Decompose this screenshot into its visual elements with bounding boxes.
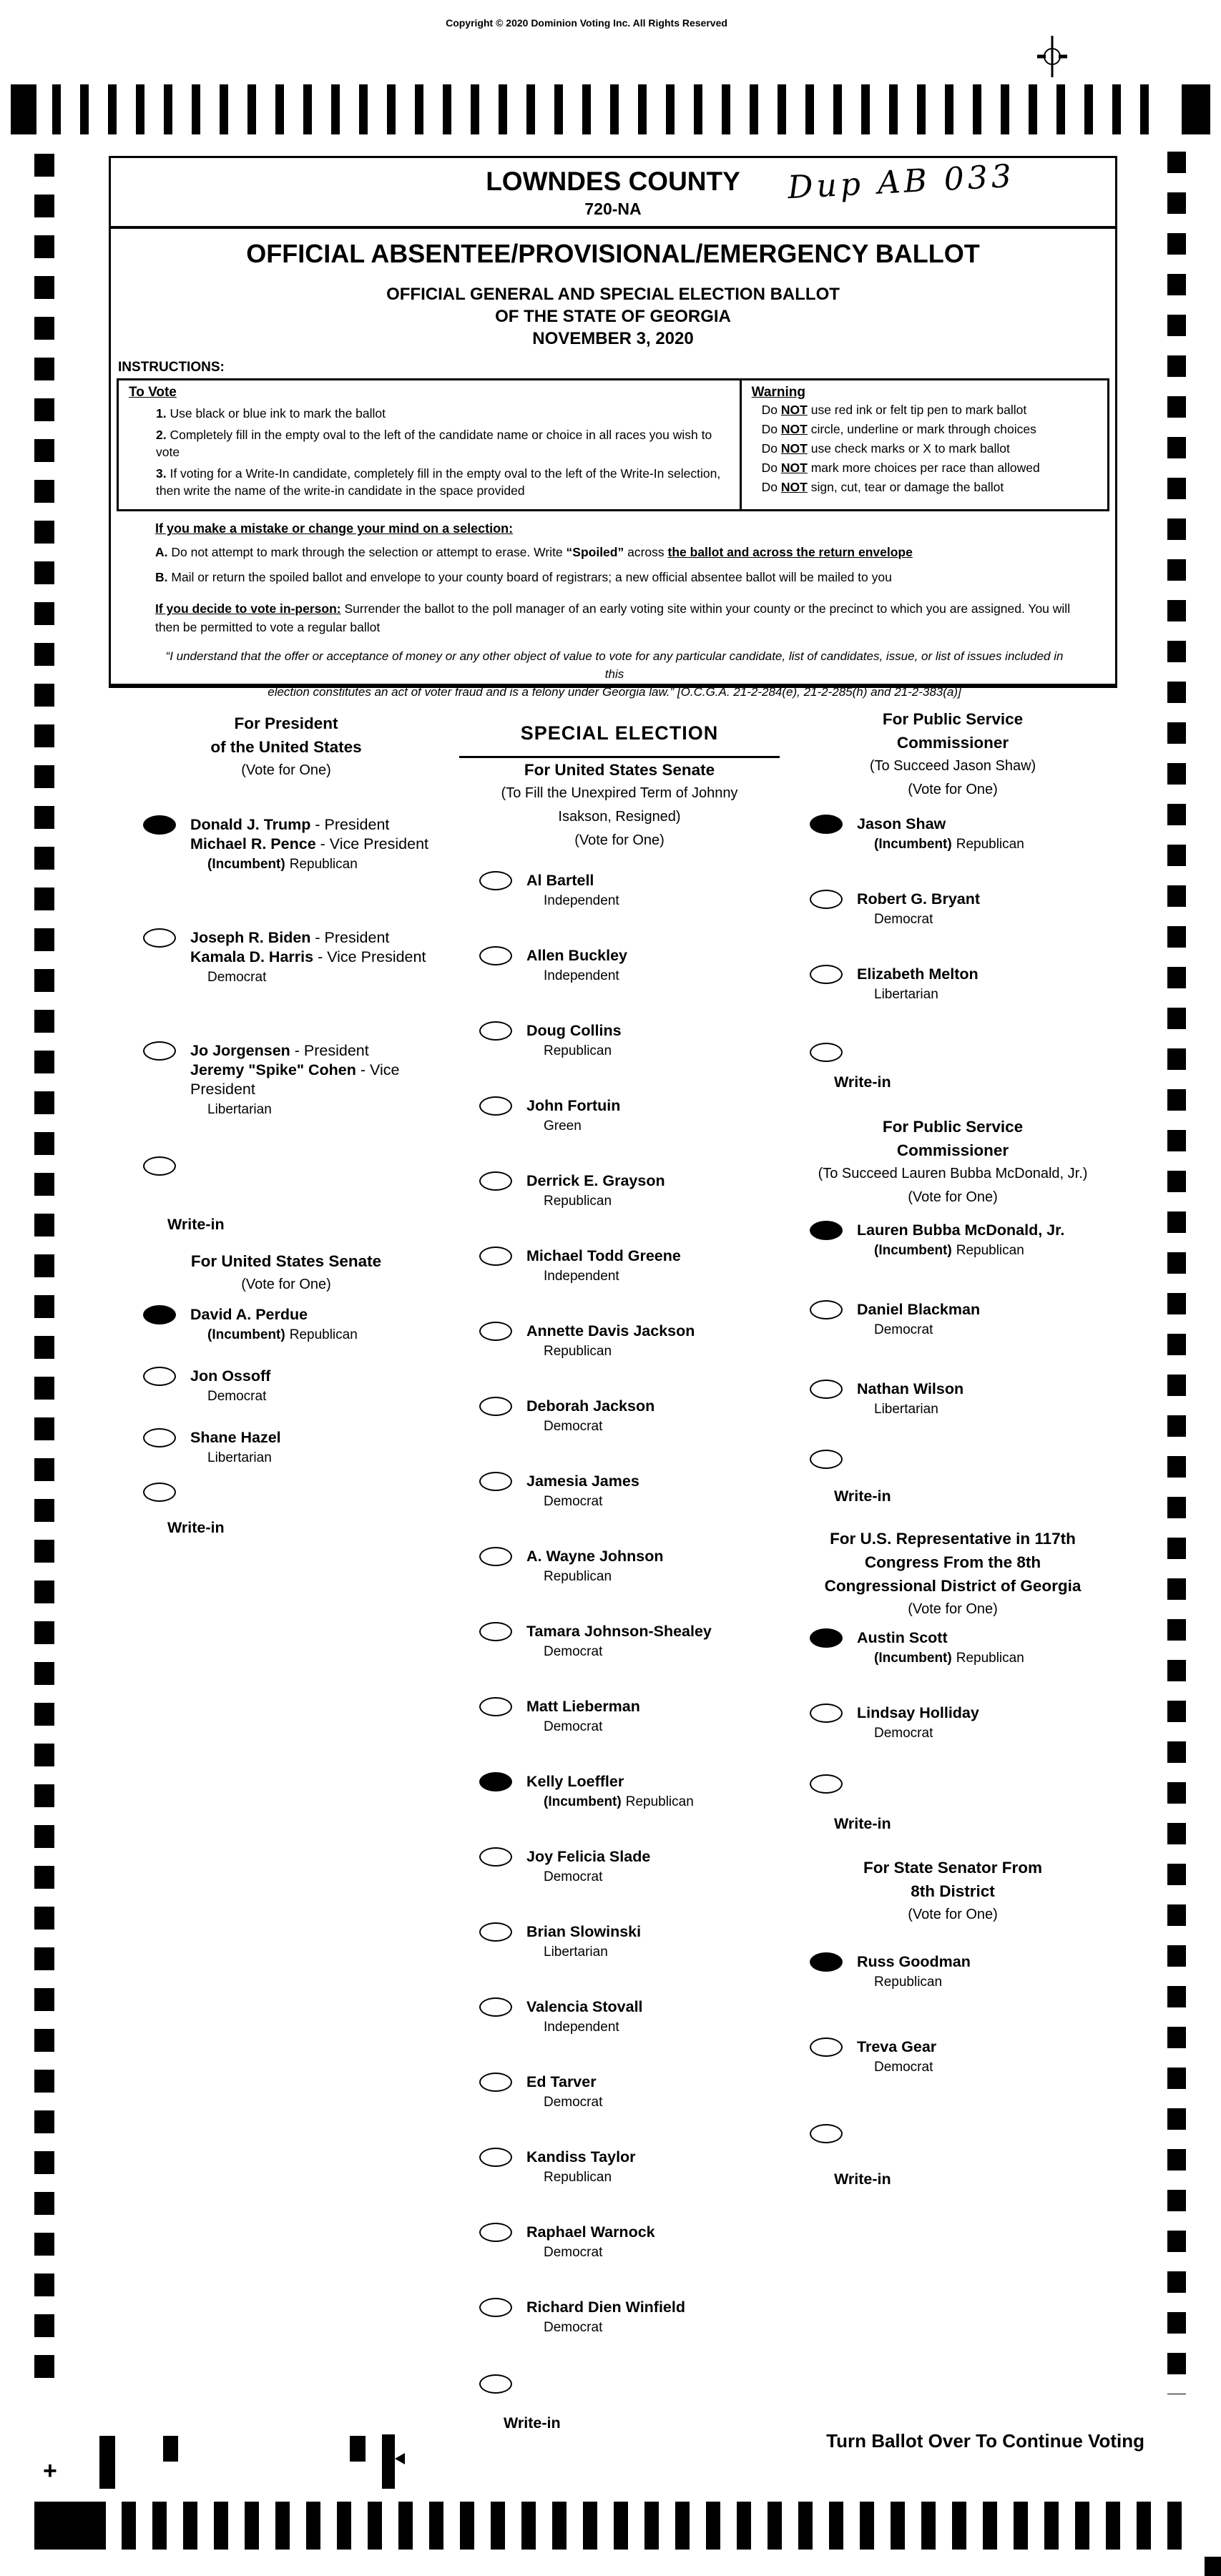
ballot-oval-empty[interactable] [479,1847,512,1867]
in-person-lead: If you decide to vote in-person: [155,601,341,616]
ballot-oval-empty[interactable] [479,1472,512,1491]
ballot-oval-empty[interactable] [810,1300,843,1319]
warning-item: Do NOT mark more choices per race than allowed [761,461,1040,475]
ballot-oval-empty[interactable] [479,1697,512,1716]
candidate-row [458,871,781,910]
ballot-oval-empty[interactable] [810,1704,843,1723]
party-label: Independent [544,2020,619,2035]
to-vote-heading: To Vote [129,385,177,400]
candidate-row [122,1428,451,1467]
ballot-oval-empty[interactable] [810,2124,843,2143]
ballot-oval-filled[interactable] [810,1628,843,1648]
ballot-oval-empty[interactable] [479,2148,512,2167]
timing-marks-right [1167,152,1186,2394]
party-label: Democrat [874,1726,933,1741]
contest-title: For U.S. Representative in 117th [830,1530,1076,1548]
ballot-oval-empty[interactable] [143,1483,176,1502]
write-in-label: Write-in [167,1216,225,1233]
contest-column-3 [788,697,1117,2188]
candidate-row [788,2037,1117,2076]
party-label: Republican [874,1975,943,1990]
candidate-name: Valencia Stovall [526,1998,643,2015]
contest-subtitle: (Vote for One) [908,1601,998,1617]
contest-us-senate [122,1249,451,1537]
ballot-oval-filled[interactable] [810,815,843,834]
candidate-name: Austin Scott [857,1629,948,1646]
timing-block [1182,84,1210,134]
county-name: LOWNDES COUNTY [486,167,740,196]
felony-line: “I understand that the offer or acceptance of money or any other object of value to vote for any particular candidate, list of candidates, issue, or list of issues included in this [165,649,1064,681]
ballot-oval-empty[interactable] [143,1041,176,1061]
to-vote-panel [119,380,742,509]
instructions-box [117,378,1109,511]
contest-subtitle: (Vote for One) [241,1277,331,1292]
instructions-label: INSTRUCTIONS: [118,360,225,375]
ballot-oval-filled[interactable] [143,1305,176,1324]
to-vote-item [156,426,732,461]
warning-heading: Warning [751,385,805,400]
candidate-name: Joseph R. Biden [190,929,311,946]
precinct-code: 720-NA [584,200,642,218]
candidate-row [458,1171,781,1210]
party-label: Independent [544,1269,619,1284]
ballot-oval-empty[interactable] [810,1450,843,1469]
candidate-name: Donald J. Trump [190,816,311,833]
contest-subtitle: (To Succeed Jason Shaw) [869,758,1036,774]
ballot-oval-empty[interactable] [479,1547,512,1566]
candidate-name: Elizabeth Melton [857,965,979,983]
warning-item: Do NOT use red ink or felt tip pen to mark ballot [761,403,1027,417]
candidate-row [458,1021,781,1060]
contest-subtitle: Isakson, Resigned) [558,809,681,825]
mistake-item-a: A. Do not attempt to mark through the selection or attempt to erase. Write “Spoiled” across the ballot and across the return envelope [155,545,913,559]
party-label: Democrat [544,2320,603,2335]
ballot-oval-empty[interactable] [810,1380,843,1399]
warning-items [752,400,1100,497]
candidate-row [458,1096,781,1135]
ballot-oval-empty[interactable] [143,1367,176,1386]
ballot-oval-empty[interactable] [479,871,512,890]
candidate-row [788,1380,1117,1418]
candidate-row [788,815,1117,853]
ballot-oval-empty[interactable] [479,2223,512,2242]
item-text: Completely fill in the empty oval to the left of the candidate name or choice in all races you wish to vote [156,428,712,459]
contest-subtitle: (Vote for One) [908,1907,998,1922]
party-label: Democrat [874,2060,933,2075]
party-label: Democrat [544,1869,603,1884]
contest-title: For President [234,714,338,732]
party-label: Libertarian [544,1945,608,1960]
candidate-row [458,946,781,985]
incumbent-label: (Incumbent) [207,857,285,872]
party-label: Republican [289,1327,358,1342]
candidate-row [788,1300,1117,1339]
contest-area [122,697,1117,2432]
contest-subtitle: (To Fill the Unexpired Term of Johnny [501,785,738,801]
contest-title: For Public Service [882,710,1024,728]
mistake-heading: If you make a mistake or change your mind on a selection: [155,521,514,536]
ballot-mark [350,2436,366,2462]
copyright-notice: Copyright © 2020 Dominion Voting Inc. All Rights Reserved [446,17,727,29]
incumbent-label: (Incumbent) [207,1327,285,1342]
ballot-title: OFFICIAL ABSENTEE/PROVISIONAL/EMERGENCY BALLOT [246,239,980,268]
running-mate-office: - Vice President [313,948,426,965]
candidate-row [458,1397,781,1435]
write-in-row [458,2374,781,2394]
contest-title: For United States Senate [190,1252,382,1270]
candidate-row [788,1221,1117,1259]
contest-title: Commissioner [896,734,1009,752]
candidate-row [458,2148,781,2186]
candidate-row [458,1472,781,1510]
party-label: Democrat [544,1494,603,1509]
ballot-mark [163,2436,178,2462]
mistake-section [155,521,1074,701]
party-label: Republican [544,1194,612,1209]
turn-ballot-notice: Turn Ballot Over To Continue Voting [826,2430,1144,2452]
item-number: 2. [156,428,167,442]
write-in-row [788,1450,1117,1469]
candidate-row [788,965,1117,1003]
candidate-name: Nathan Wilson [857,1380,964,1397]
party-label: Libertarian [874,987,938,1002]
party-label: Libertarian [874,1402,938,1417]
candidate-row [458,1547,781,1586]
party-label: Green [544,1119,582,1134]
candidate-row [458,2223,781,2261]
contest-title: Commissioner [896,1141,1009,1159]
incumbent-label: (Incumbent) [544,1794,622,1809]
felony-line: election constitutes an act of voter fraud and is a felony under Georgia law.” [O.C.G.A. 21-2-284(e), 21-2-285(h) and 21-2-383(a)] [268,685,961,699]
candidate-row [122,928,451,986]
write-in-label: Write-in [834,2171,891,2188]
ballot-oval-empty[interactable] [143,1428,176,1447]
ballot-mark [382,2434,395,2489]
party-label: Independent [544,968,619,983]
spoiled-word: “Spoiled” [566,545,624,559]
ballot-subtitle: OFFICIAL GENERAL AND SPECIAL ELECTION BALLOT [386,285,840,304]
ballot-oval-empty[interactable] [810,890,843,909]
ballot-oval-empty[interactable] [479,1397,512,1416]
candidate-name: Allen Buckley [526,947,627,964]
candidate-name: Kelly Loeffler [526,1773,624,1790]
party-label: Democrat [544,1719,603,1734]
candidate-name: David A. Perdue [190,1306,308,1323]
ballot-oval-empty[interactable] [479,1171,512,1191]
ballot-oval-empty[interactable] [479,1622,512,1641]
election-date: NOVEMBER 3, 2020 [532,329,694,348]
party-label: Republican [544,1344,612,1359]
contest-state-sen-8 [788,1856,1117,2188]
party-label: Republican [544,1043,612,1058]
party-label: Republican [544,2170,612,2185]
felony-notice [155,647,1074,701]
ballot-mark [99,2436,115,2489]
candidate-name: Jamesia James [526,1473,639,1490]
ballot-oval-empty[interactable] [479,1021,512,1041]
candidate-name: Russ Goodman [857,1953,971,1970]
candidate-row [458,1922,781,1961]
timing-bars [52,84,1166,134]
warning-item: Do NOT circle, underline or mark through choices [761,422,1036,436]
party-label: Republican [956,837,1024,852]
candidate-row [122,1367,451,1405]
write-in-row [788,1774,1117,1794]
candidate-name: Kandiss Taylor [526,2148,636,2165]
running-mate-name: Kamala D. Harris [190,948,314,965]
party-label: Republican [289,857,358,872]
ballot-oval-empty[interactable] [479,2374,512,2394]
candidate-name: Treva Gear [857,2038,937,2055]
candidate-name: Raphael Warnock [526,2223,655,2241]
ballot-oval-empty[interactable] [810,2037,843,2057]
ballot-oval-filled[interactable] [143,815,176,835]
item-number: 3. [156,466,167,481]
ballot-oval-empty[interactable] [143,928,176,948]
candidate-name: Robert G. Bryant [857,890,981,908]
ballot-oval-empty[interactable] [479,1997,512,2017]
candidate-row [458,1997,781,2036]
contest-title: of the United States [210,738,362,756]
party-label: Republican [625,1794,694,1809]
party-label: Democrat [544,2245,603,2260]
cursor-arrow-mark [395,2453,405,2464]
candidate-row [122,1041,451,1119]
ballot-oval-empty[interactable] [479,1922,512,1942]
contest-subtitle: (Vote for One) [574,832,665,848]
write-in-row [788,2124,1117,2143]
to-vote-items [129,405,732,499]
contest-subtitle: (To Succeed Lauren Bubba McDonald, Jr.) [818,1166,1088,1181]
candidate-row [458,1847,781,1886]
item-letter: A. [155,545,168,559]
write-in-label: Write-in [834,1488,891,1505]
candidate-row [788,1704,1117,1742]
contest-title: 8th District [911,1882,995,1900]
party-label: Republican [544,1569,612,1584]
party-label: Democrat [544,1644,603,1659]
candidate-name: Deborah Jackson [526,1397,655,1415]
corner-mark [1205,2557,1221,2576]
candidate-name: Al Bartell [526,872,594,889]
ballot-oval-filled[interactable] [479,1772,512,1791]
write-in-label: Write-in [834,1815,891,1832]
special-election-banner: SPECIAL ELECTION [520,722,719,744]
mistake-item-b: B. Mail or return the spoiled ballot and envelope to your county board of registrars; a new official absentee ballot will be mailed to you [155,570,892,584]
contest-title: Congressional District of Georgia [824,1577,1082,1595]
running-mate-name: Jeremy "Spike" Cohen [190,1061,356,1078]
candidate-name: Tamara Johnson-Shealey [526,1623,712,1640]
incumbent-label: (Incumbent) [874,1243,952,1258]
ballot-oval-empty[interactable] [479,2073,512,2092]
divider [111,226,1115,229]
candidate-row [458,1247,781,1285]
item-text: Use black or blue ink to mark the ballot [166,406,386,421]
candidate-name: Daniel Blackman [857,1301,981,1318]
plus-mark: + [43,2457,57,2484]
contest-special-us-senate [458,722,781,2432]
contest-president [122,712,451,1234]
timing-marks-left [34,154,54,2395]
candidate-name: Lauren Bubba McDonald, Jr. [857,1221,1065,1239]
candidate-name: Richard Dien Winfield [526,2299,685,2316]
candidate-office: - President [310,929,390,946]
party-label: Libertarian [207,1450,272,1465]
in-person-note [155,599,1074,636]
timing-marks-top [11,84,1210,134]
timing-block [11,84,36,134]
contest-psc-shaw [788,707,1117,1091]
handwritten-annotation: Dup AB 033 [787,157,1016,207]
party-label: Republican [956,1651,1024,1666]
running-mate-office: - Vice President [315,835,429,852]
candidate-row [788,890,1117,928]
contest-us-rep-8 [788,1527,1117,1833]
write-in-label: Write-in [504,2414,561,2432]
timing-block [34,2502,106,2550]
contest-title: Congress From the 8th [864,1553,1041,1571]
candidate-row [458,1772,781,1811]
ballot-oval-empty[interactable] [479,1247,512,1266]
candidate-office: - President [310,816,390,833]
candidate-name: Michael Todd Greene [526,1247,681,1264]
contest-column-1 [122,697,451,1537]
contest-title: For Public Service [882,1118,1024,1136]
ballot-oval-empty[interactable] [143,1156,176,1176]
candidate-row [458,1622,781,1661]
ballot-header-box [109,156,1117,699]
ballot-oval-empty[interactable] [479,946,512,965]
write-in-row [788,1043,1117,1062]
candidate-row [458,2073,781,2111]
ballot-oval-empty[interactable] [810,1774,843,1794]
party-label: Republican [956,1243,1024,1258]
candidate-name: Ed Tarver [526,2073,597,2090]
contest-subtitle: (Vote for One) [908,782,998,797]
item-number: 1. [156,406,167,421]
ballot-subtitle: OF THE STATE OF GEORGIA [495,307,731,326]
write-in-label: Write-in [834,1073,891,1091]
contest-column-2 [458,697,781,2432]
warning-item: Do NOT sign, cut, tear or damage the ballot [761,480,1004,494]
candidate-name: Shane Hazel [190,1429,281,1446]
item-text: If voting for a Write-In candidate, completely fill in the empty oval to the left of the Write-In selection, then write the name of the write-in candidate in the space provided [156,466,721,498]
party-label: Democrat [874,1322,933,1337]
to-vote-item [156,465,732,499]
in-person-text: Surrender the ballot to the poll manager of an early voting site within your county or the precinct to which you are assigned. You will then be permitted to vote a regular ballot [155,601,1071,634]
party-label: Libertarian [207,1102,272,1117]
ballot-oval-filled[interactable] [810,1952,843,1972]
candidate-name: Jon Ossoff [190,1367,271,1385]
candidate-name: Jason Shaw [857,815,946,832]
to-vote-item [156,405,732,422]
party-label: Independent [544,893,619,908]
candidate-name: Annette Davis Jackson [526,1322,695,1339]
ballot-oval-empty[interactable] [810,965,843,984]
candidate-name: Lindsay Holliday [857,1704,979,1721]
timing-marks-bottom [34,2502,1187,2550]
candidate-row [458,1322,781,1360]
ballot-oval-empty[interactable] [479,1096,512,1116]
item-letter: B. [155,570,168,584]
write-in-row [122,1156,451,1176]
candidate-row [458,2298,781,2336]
candidate-row [122,815,451,873]
warning-panel [742,380,1107,509]
emphasized-phrase: the ballot and across the return envelope [667,545,913,559]
candidate-name: John Fortuin [526,1097,621,1114]
candidate-name: Doug Collins [526,1022,622,1039]
running-mate-office: - Vice President [190,1061,400,1098]
incumbent-label: (Incumbent) [874,837,952,852]
warning-item: Do NOT use check marks or X to mark ballot [761,441,1010,456]
contest-subtitle: (Vote for One) [241,762,331,778]
party-label: Democrat [874,912,933,927]
contest-subtitle: (Vote for One) [908,1189,998,1205]
candidate-row [122,1305,451,1344]
contest-title: For State Senator From [863,1859,1043,1877]
ballot-oval-empty[interactable] [479,2298,512,2317]
running-mate-name: Michael R. Pence [190,835,316,852]
contest-psc-mcdonald [788,1115,1117,1505]
registration-mark-icon [1036,36,1069,81]
candidate-name: Jo Jorgensen [190,1042,290,1059]
candidate-name: Matt Lieberman [526,1698,640,1715]
incumbent-label: (Incumbent) [874,1651,952,1666]
candidate-name: Joy Felicia Slade [526,1848,651,1865]
timing-bars [122,2502,1187,2550]
candidate-name: Derrick E. Grayson [526,1172,665,1189]
candidate-name: Brian Slowinski [526,1923,642,1940]
ballot-oval-filled[interactable] [810,1221,843,1240]
contest-title: For United States Senate [524,761,715,779]
party-label: Democrat [544,2095,603,2110]
party-label: Democrat [207,970,267,985]
party-label: Democrat [544,1419,603,1434]
ballot-oval-empty[interactable] [810,1043,843,1062]
ballot-oval-empty[interactable] [479,1322,512,1341]
party-label: Democrat [207,1389,267,1404]
candidate-name: A. Wayne Johnson [526,1548,664,1565]
candidate-row [458,1697,781,1736]
write-in-label: Write-in [167,1519,225,1536]
candidate-office: - President [290,1042,369,1059]
candidate-row [788,1628,1117,1667]
candidate-row [788,1952,1117,1991]
write-in-row [122,1483,451,1502]
